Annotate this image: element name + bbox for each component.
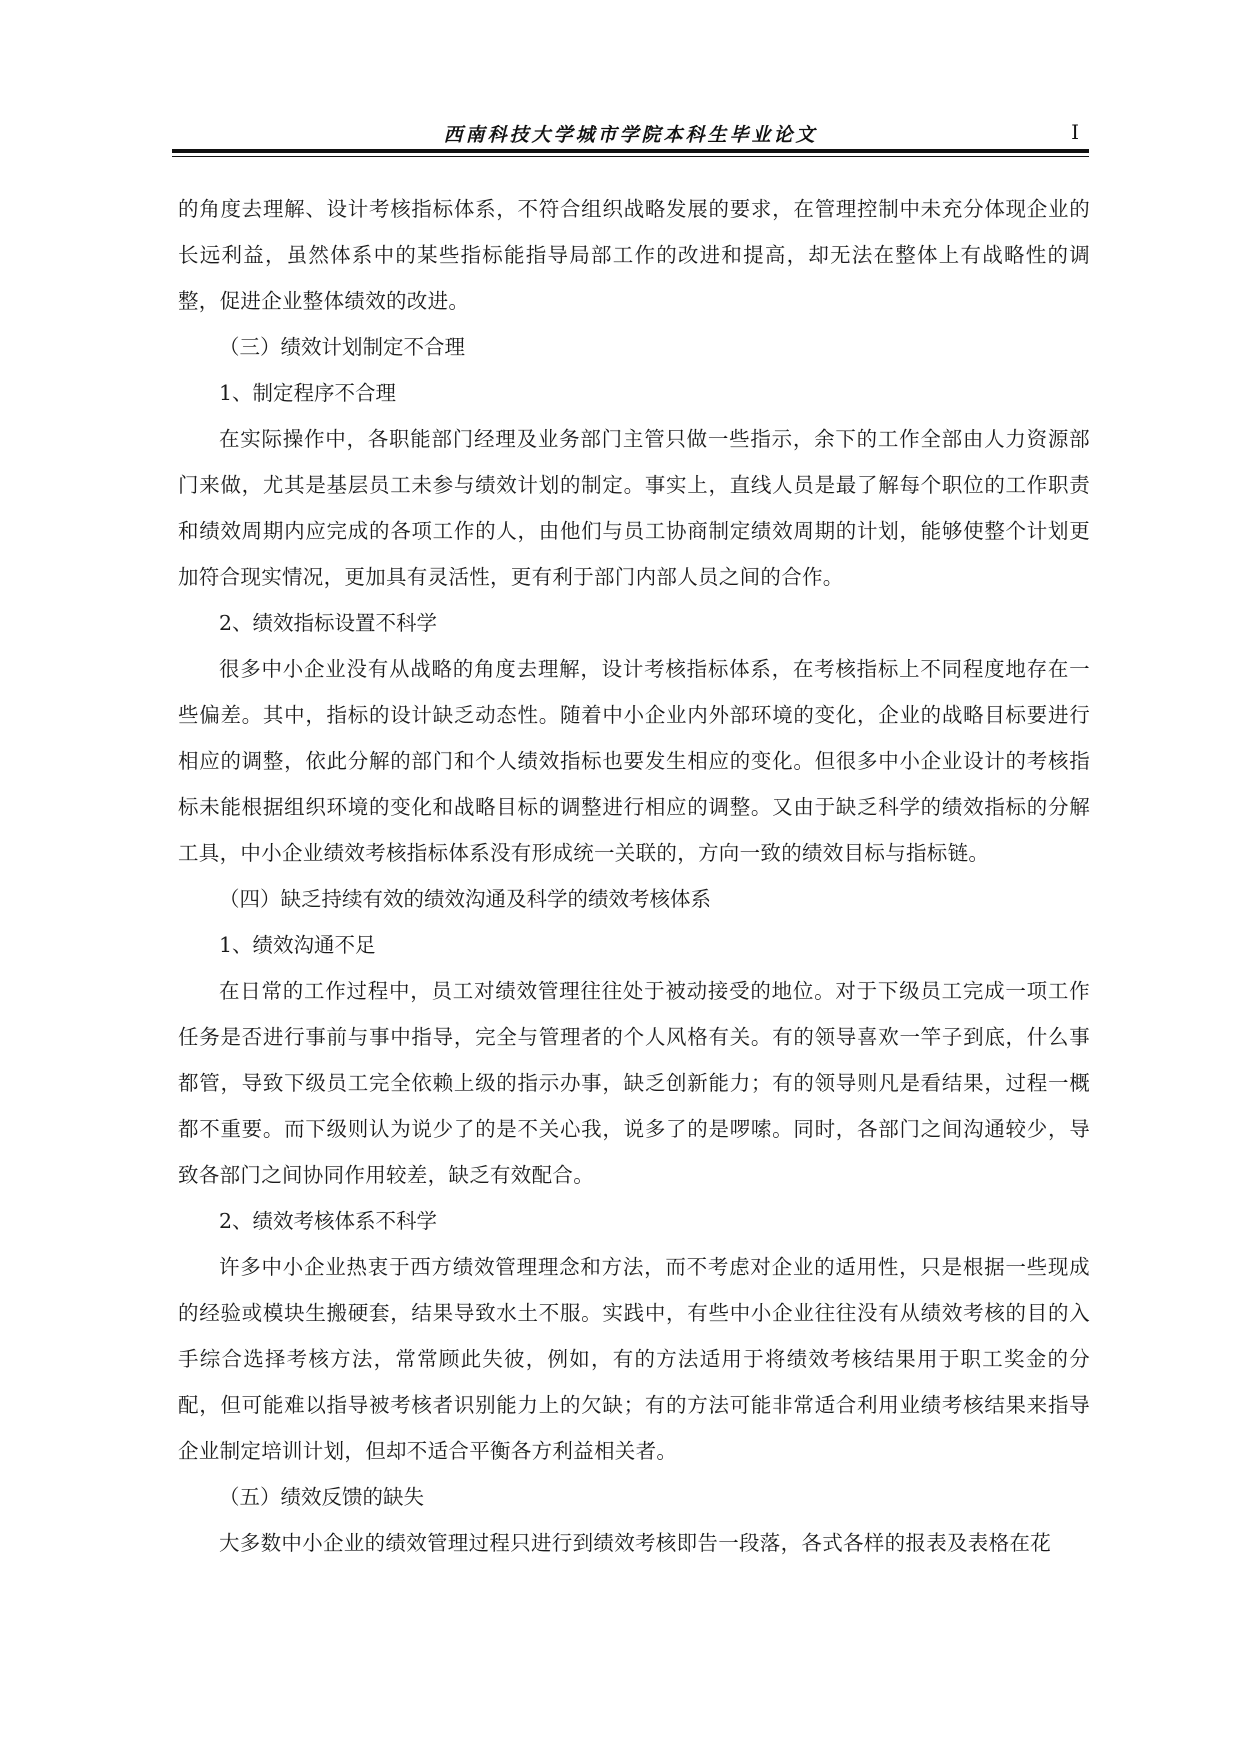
paragraph-3-2: 很多中小企业没有从战略的角度去理解，设计考核指标体系，在考核指标上不同程度地存在一些偏差。其中，指标的设计缺乏动态性。随着中小企业内外部环境的变化，企业的战略目标要进行相应的调整，依此分解的部门和个人绩效指标也要发生相应的变化。但很多中小企业设计的考核指标未能根据组织环境的变化和战略目标的调整进行相应的调整。又由于缺乏科学的绩效指标的分解工具，中小企业绩效考核指标体系没有形成统一关联的，方向一致的绩效目标与指标链。 [178, 657, 1090, 865]
subsection-heading-4-2: 2、绩效考核体系不科学 [219, 1209, 438, 1233]
header-rule-thin [172, 156, 1089, 157]
page-number: I [1071, 120, 1079, 144]
subsection-heading-3-1: 1、制定程序不合理 [219, 381, 397, 405]
section-heading-4: （四）缺乏持续有效的绩效沟通及科学的绩效考核体系 [219, 887, 711, 911]
header-rule-thick [172, 149, 1089, 153]
paragraph-3-1: 在实际操作中，各职能部门经理及业务部门主管只做一些指示，余下的工作全部由人力资源部门来做，尤其是基层员工未参与绩效计划的制定。事实上，直线人员是最了解每个职位的工作职责和绩效周期内应完成的各项工作的人，由他们与员工协商制定绩效周期的计划，能够使整个计划更加符合现实情况，更加具有灵活性，更有利于部门内部人员之间的合作。 [178, 427, 1090, 589]
paragraph-4-2: 许多中小企业热衷于西方绩效管理理念和方法，而不考虑对企业的适用性，只是根据一些现成的经验或模块生搬硬套，结果导致水土不服。实践中，有些中小企业往往没有从绩效考核的目的入手综合选择考核方法，常常顾此失彼，例如，有的方法适用于将绩效考核结果用于职工奖金的分配，但可能难以指导被考核者识别能力上的欠缺；有的方法可能非常适合利用业绩考核结果来指导企业制定培训计划，但却不适合平衡各方利益相关者。 [178, 1255, 1090, 1463]
header-title: 西南科技大学城市学院本科生毕业论文 [443, 124, 818, 146]
paragraph-5: 大多数中小企业的绩效管理过程只进行到绩效考核即告一段落，各式各样的报表及表格在花 [219, 1531, 1051, 1555]
subsection-heading-4-1: 1、绩效沟通不足 [219, 933, 376, 957]
subsection-heading-3-2: 2、绩效指标设置不科学 [219, 611, 438, 635]
body-text [178, 186, 1090, 1566]
section-heading-3: （三）绩效计划制定不合理 [219, 335, 465, 359]
paragraph-4-1: 在日常的工作过程中，员工对绩效管理往往处于被动接受的地位。对于下级员工完成一项工作任务是否进行事前与事中指导，完全与管理者的个人风格有关。有的领导喜欢一竿子到底，什么事都管，导致下级员工完全依赖上级的指示办事，缺乏创新能力；有的领导则凡是看结果，过程一概都不重要。而下级则认为说少了的是不关心我，说多了的是啰嗦。同时，各部门之间沟通较少，导致各部门之间协同作用较差，缺乏有效配合。 [178, 979, 1090, 1187]
section-heading-5: （五）绩效反馈的缺失 [219, 1485, 424, 1509]
paragraph-continued: 的角度去理解、设计考核指标体系，不符合组织战略发展的要求，在管理控制中未充分体现企业的长远利益，虽然体系中的某些指标能指导局部工作的改进和提高，却无法在整体上有战略性的调整，促进企业整体绩效的改进。 [178, 197, 1090, 313]
